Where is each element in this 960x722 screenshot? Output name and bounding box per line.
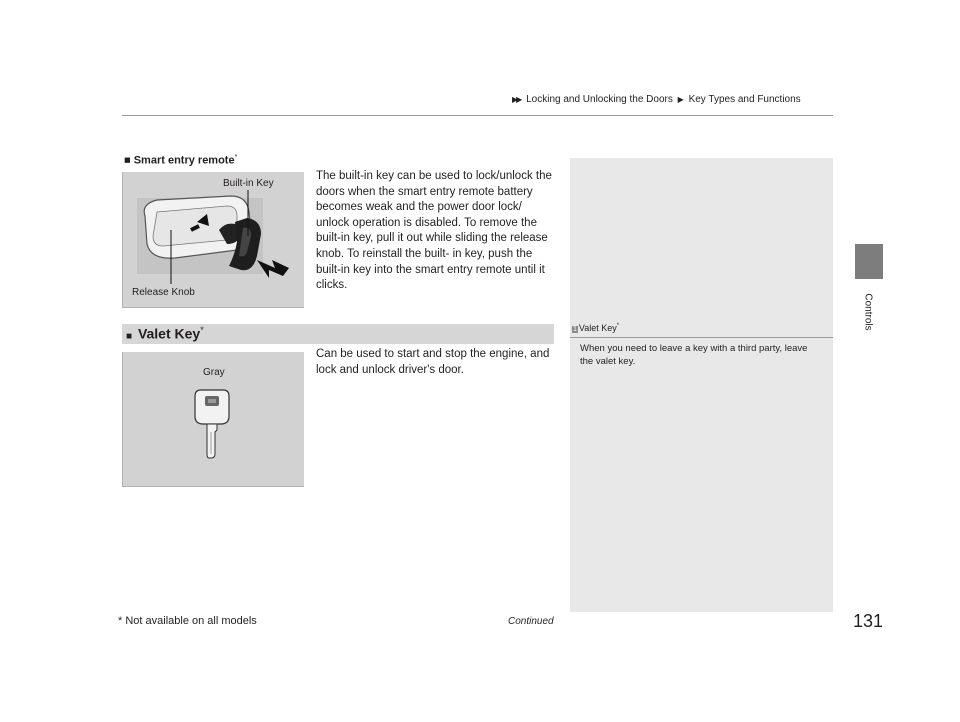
- continued-label: Continued: [508, 616, 554, 627]
- breadcrumb-item-key-types[interactable]: Key Types and Functions: [688, 94, 801, 105]
- breadcrumb: [512, 94, 801, 105]
- note-body: When you need to leave a key with a third party, leave the valet key.: [580, 343, 808, 367]
- page-number: 131: [853, 611, 884, 631]
- note-panel: [570, 158, 833, 612]
- smart-entry-remote-figure: [122, 172, 304, 308]
- valet-key-title: Valet Key: [137, 325, 201, 342]
- square-bullet-icon: ■: [126, 330, 133, 342]
- triangle-separator-icon: ▶: [677, 95, 684, 104]
- gray-label: Gray: [203, 367, 225, 378]
- smart-entry-subheading: [124, 154, 237, 167]
- release-knob-label: Release Knob: [132, 287, 195, 298]
- footnote-mark: *: [616, 323, 620, 329]
- valet-key-figure: [122, 352, 304, 487]
- built-in-key-label: Built-in Key: [223, 178, 274, 189]
- footnote: * Not available on all models: [118, 615, 257, 627]
- smart-entry-title: Smart entry remote: [133, 154, 235, 167]
- valet-key-heading: [122, 324, 554, 344]
- note-title-text: Valet Key: [578, 323, 617, 333]
- valet-key-description: Can be used to start and stop the engine, and lock and unlock driver's door.: [316, 348, 550, 376]
- section-tab-label: Controls: [862, 293, 874, 331]
- section-tab-marker: [855, 244, 883, 279]
- square-bullet-icon: ■: [124, 154, 131, 167]
- note-title: [572, 323, 619, 333]
- smart-entry-description: The built-in key can be used to lock/unlock the doors when the smart entry remote battery becomes weak and the power door lock/ unlock operation is disabled. To remove the built-in key, pull it out while sliding the release knob. To reinstall the built- in key, push the built-in key into the smart entry remote until it clicks.: [316, 170, 552, 292]
- note-divider: [570, 337, 833, 338]
- double-triangle-icon: ▶▶: [512, 95, 521, 104]
- footnote-mark: *: [200, 325, 204, 335]
- footnote-mark: *: [234, 154, 238, 161]
- breadcrumb-item-doors[interactable]: Locking and Unlocking the Doors: [526, 94, 673, 105]
- note-number-badge: 1: [573, 326, 577, 333]
- section-tab[interactable]: [853, 284, 883, 344]
- header-divider: [122, 115, 833, 116]
